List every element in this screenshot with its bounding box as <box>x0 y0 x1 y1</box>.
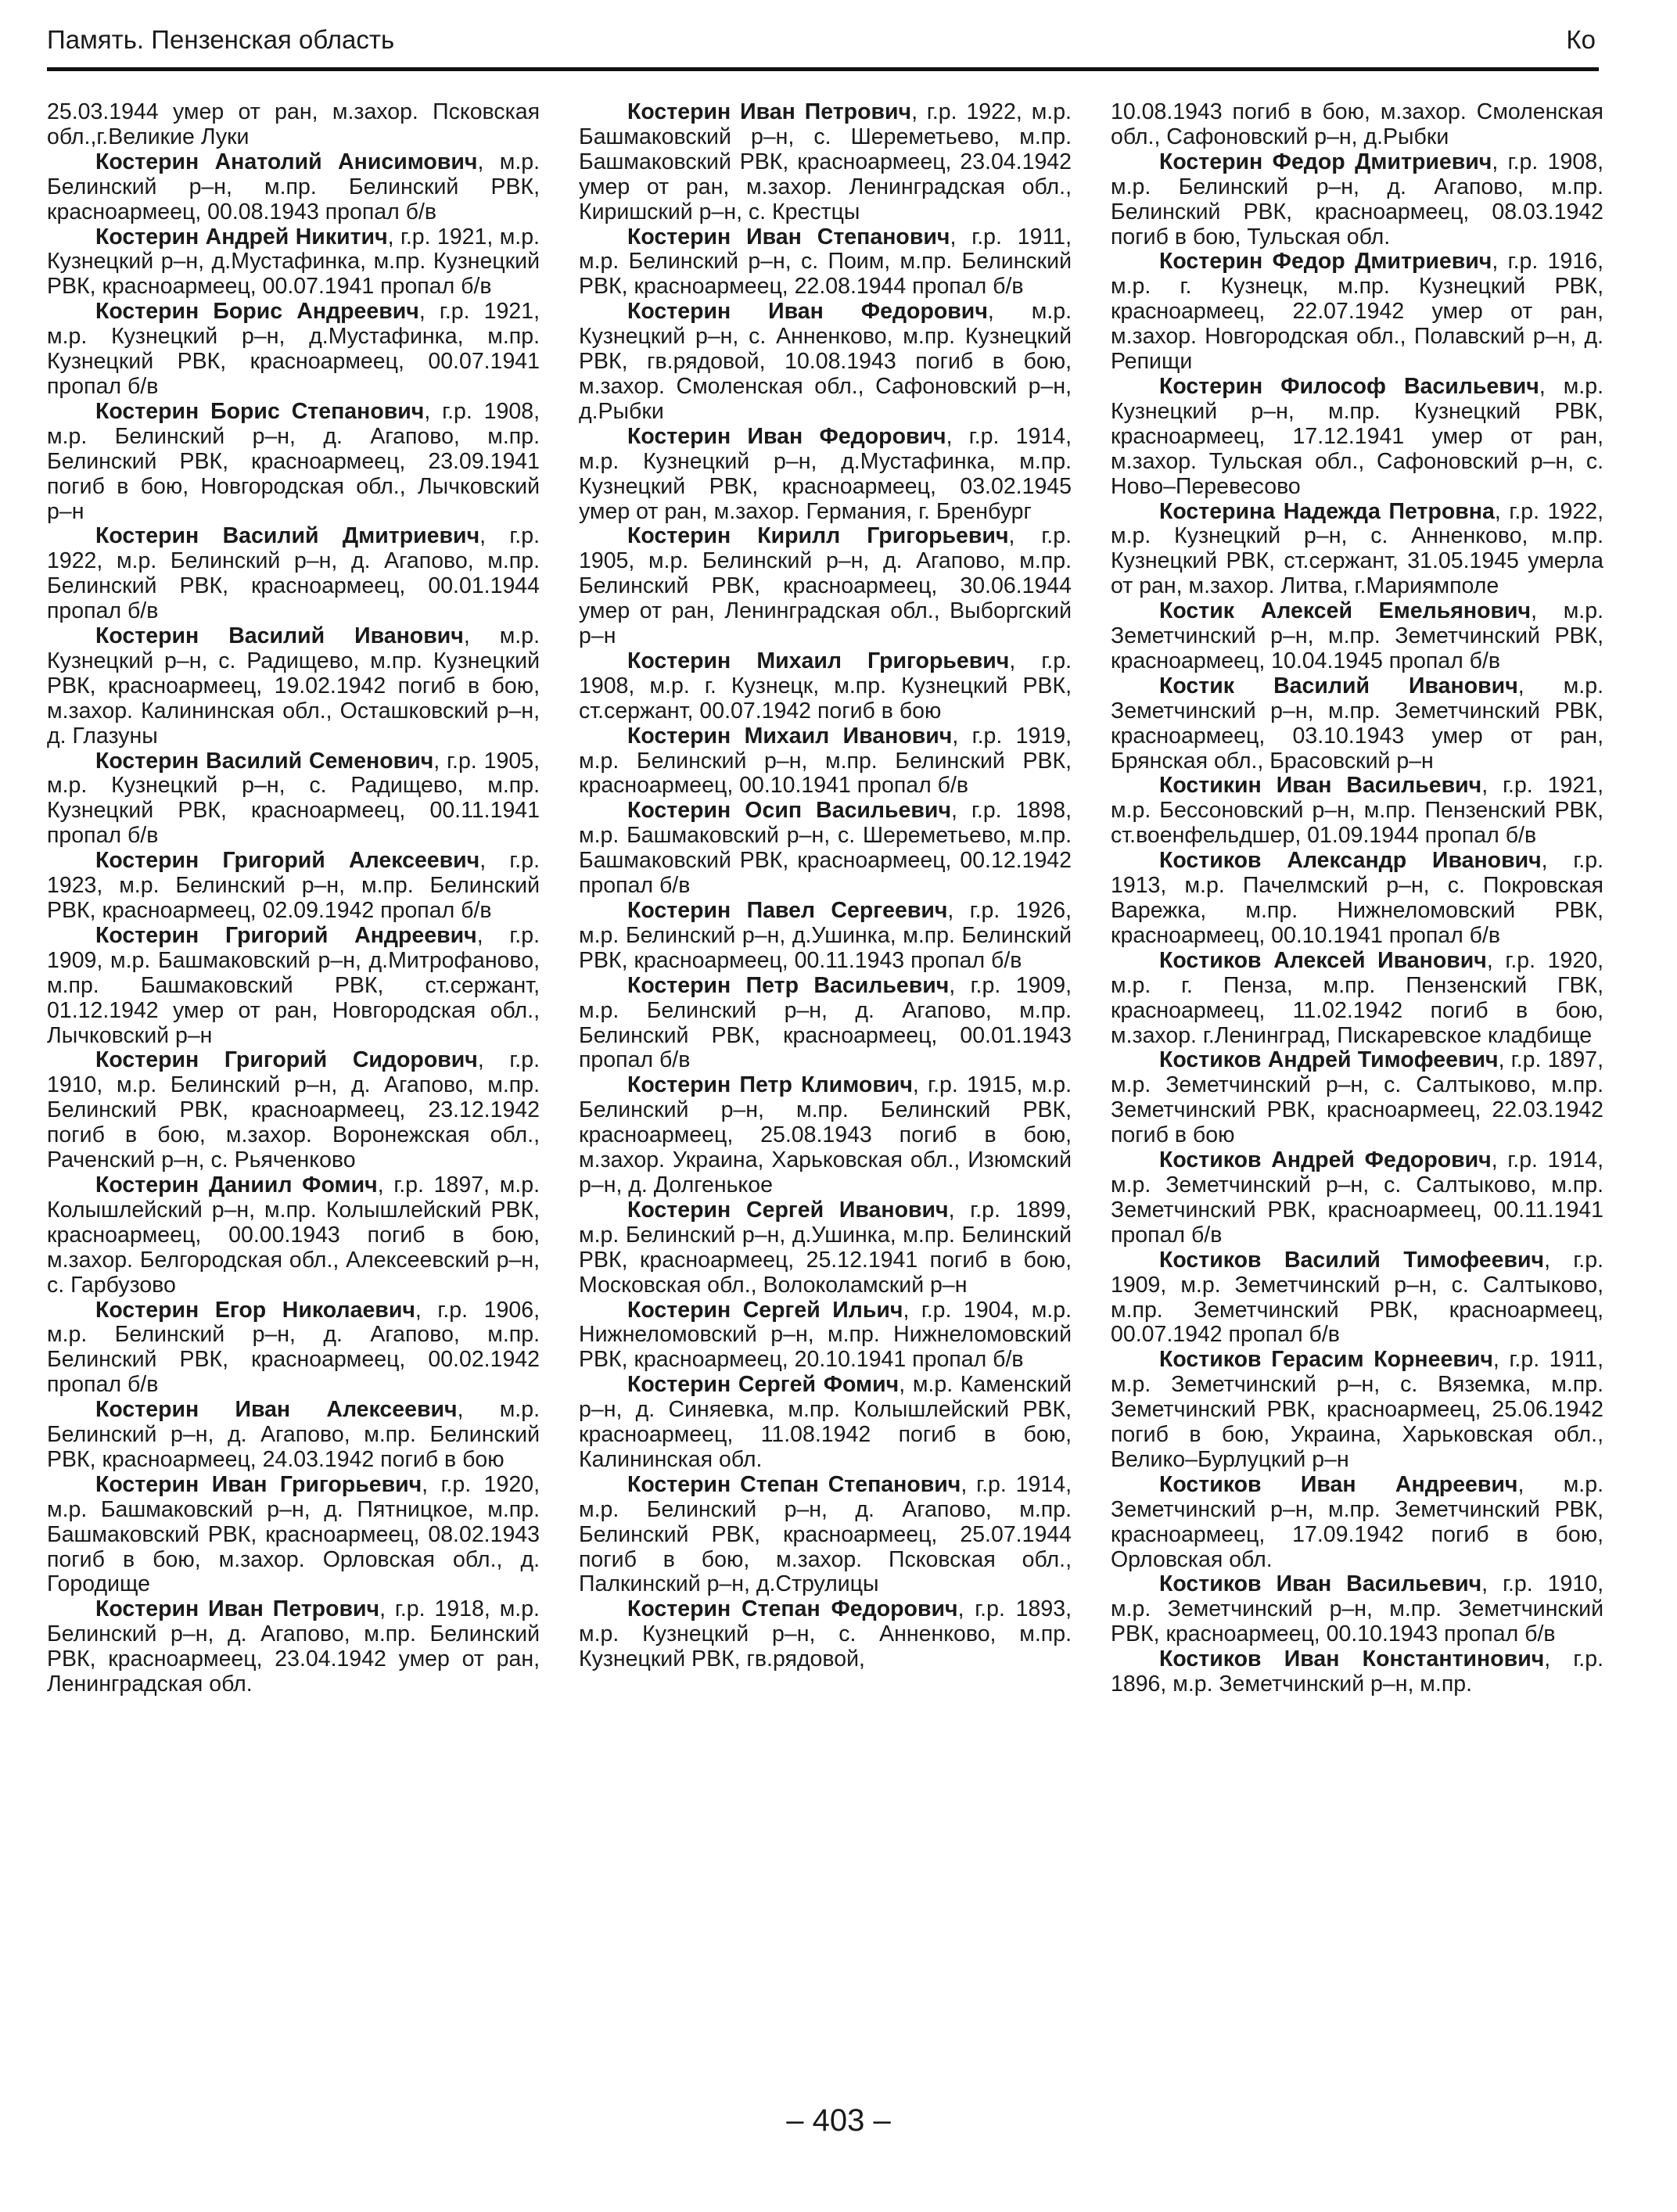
entry-name: Костерин Василий Дмитриевич <box>95 523 480 549</box>
entry-details: , г.р. 1909, м.р. Белинский р–н, д. Агапово, м.пр. Белинский РВК, красноармеец, 00.01.1943 пропал б/в <box>579 972 1072 1073</box>
entry-details: , г.р. 1911, м.р. Белинский р–н, с. Поим, м.пр. Белинский РВК, красноармеец, 22.08.1944 пропал б/в <box>579 224 1072 300</box>
entry <box>579 799 1072 899</box>
entry-details: , м.р. Земетчинский р–н, м.пр. Земетчинский РВК, красноармеец, 17.09.1942 погиб в бою, Орловская обл. <box>1111 1471 1603 1572</box>
entry <box>579 524 1072 649</box>
entry-details: , г.р. 1922, м.р. Башмаковский р–н, с. Шереметьево, м.пр. Башмаковский РВК, красноармеец, 23.04.1942 умер от ран, м.захор. Ленинградская обл., Киришский р–н, с. Крестцы <box>579 100 1072 224</box>
entry-details: , г.р. 1896, м.р. Земетчинский р–н, м.пр. <box>1111 1646 1603 1697</box>
entry-details: , г.р. 1915, м.р. Белинский р–н, м.пр. Белинский РВК, красноармеец, 25.08.1943 погиб в бою, м.захор. Украина, Харьковская обл., Изюмский р–н, д. Долгенькое <box>579 1072 1072 1198</box>
entry <box>579 1373 1072 1473</box>
entry-name: Костерин Степан Степанович <box>627 1471 961 1497</box>
entry <box>47 1048 540 1173</box>
entry-name: Костерин Философ Васильевич <box>1159 373 1539 399</box>
entry-details: , г.р. 1921, м.р. Бессоновский р–н, м.пр. Пензенский РВК, ст.военфельдшер, 01.09.1944 пропал б/в <box>1111 773 1603 849</box>
entry-details: , г.р. 1914, м.р. Белинский р–н, д. Агапово, м.пр. Белинский РВК, красноармеец, 25.07.1944 погиб в бою, м.захор. Псковская обл., Палкинский р–н, д.Струлицы <box>579 1471 1072 1597</box>
entry-name: Костерин Егор Николаевич <box>95 1297 415 1323</box>
entry <box>47 150 540 225</box>
entry <box>579 1073 1072 1198</box>
entry-details: , г.р. 1909, м.р. Земетчинский р–н, с. Салтыково, м.пр. Земетчинский РВК, красноармеец, 00.07.1942 пропал б/в <box>1111 1247 1603 1348</box>
entry-details: , г.р. 1897, м.р. Колышлейский р–н, м.пр. Колышлейский РВК, красноармеец, 00.00.1943 погиб в бою, м.захор. Белгородская обл., Алексеевский р–н, с. Гарбузово <box>47 1172 540 1298</box>
entry <box>1111 774 1603 849</box>
entry-details: , г.р. 1922, м.р. Белинский р–н, д. Агапово, м.пр. Белинский РВК, красноармеец, 00.01.1944 пропал б/в <box>47 523 540 624</box>
entry-details: , г.р. 1905, м.р. Белинский р–н, д. Агапово, м.пр. Белинский РВК, красноармеец, 30.06.1944 умер от ран, Ленинградская обл., Выборгский р–н <box>579 523 1072 649</box>
entry-continuation <box>47 100 540 150</box>
entry-name: Костерин Петр Васильевич <box>627 972 950 998</box>
entry <box>1111 500 1603 600</box>
book-title: Память. Пензенская область <box>47 25 395 54</box>
entry-name: Костиков Иван Васильевич <box>1159 1571 1482 1597</box>
entry <box>579 974 1072 1074</box>
entry-name: Костерин Михаил Григорьевич <box>627 648 1010 673</box>
entry-details: , г.р. 1918, м.р. Белинский р–н, д. Агапово, м.пр. Белинский РВК, красноармеец, 23.04.1942 умер от ран, Ленинградская обл. <box>47 1596 540 1697</box>
entry-name: Костерин Василий Иванович <box>95 623 464 649</box>
entry-name: Костерин Михаил Иванович <box>627 723 953 749</box>
entry-name: Костиков Иван Андреевич <box>1159 1471 1518 1497</box>
entry-name: Костерин Иван Григорьевич <box>95 1471 422 1497</box>
entry-details: , г.р. 1897, м.р. Земетчинский р–н, с. Салтыково, м.пр. Земетчинский РВК, красноармеец, 22.03.1942 погиб в бою <box>1111 1047 1603 1148</box>
entry-details: , г.р. 1916, м.р. г. Кузнецк, м.пр. Кузнецкий РВК, красноармеец, 22.07.1942 умер от ран, м.захор. Новгородская обл., Полавский р–н, д. Репищи <box>1111 249 1603 375</box>
entry-name: Костерин Степан Федорович <box>627 1596 958 1622</box>
entry-name: Костиков Андрей Тимофеевич <box>1159 1047 1499 1073</box>
entry-name: Костиков Александр Иванович <box>1159 848 1542 874</box>
entry-name: Костерин Иван Степанович <box>627 224 950 250</box>
column-1 <box>47 100 540 2063</box>
entry <box>579 1198 1072 1298</box>
entry-details: 10.08.1943 погиб в бою, м.захор. Смоленская обл., Сафоновский р–н, д.Рыбки <box>1111 100 1603 149</box>
entry-details: , м.р. Земетчинский р–н, м.пр. Земетчинский РВК, красноармеец, 03.10.1943 умер от ран, Брянская обл., Брасовский р–н <box>1111 673 1603 774</box>
entry-details: , м.р. Кузнецкий р–н, с. Анненково, м.пр. Кузнецкий РВК, гв.рядовой, 10.08.1943 погиб в бою, м.захор. Смоленская обл., Сафоновский р–н, д.Рыбки <box>579 299 1072 424</box>
entry-name: Костиков Иван Константинович <box>1159 1646 1545 1672</box>
entry <box>579 100 1072 225</box>
entry <box>1111 1348 1603 1473</box>
running-header <box>47 23 1596 56</box>
entry <box>47 1398 540 1473</box>
entry-name: Костик Василий Иванович <box>1159 673 1518 698</box>
entry <box>1111 250 1603 375</box>
entry-details: , г.р. 1904, м.р. Нижнеломовский р–н, м.пр. Нижнеломовский РВК, красноармеец, 20.10.1941 пропал б/в <box>579 1297 1072 1373</box>
entry <box>1111 849 1603 949</box>
entry-details: , г.р. 1911, м.р. Земетчинский р–н, с. Вяземка, м.пр. Земетчинский РВК, красноармеец, 25.06.1942 погиб в бою, Украина, Харьковская обл., Велико–Бурлуцкий р–н <box>1111 1347 1603 1472</box>
entry-details: , г.р. 1893, м.р. Кузнецкий р–н, с. Анненково, м.пр. Кузнецкий РВК, гв.рядовой, <box>579 1596 1072 1672</box>
entry-details: , г.р. 1910, м.р. Белинский р–н, д. Агапово, м.пр. Белинский РВК, красноармеец, 23.12.1942 погиб в бою, м.захор. Воронежская обл., Раченский р–н, с. Рьяченково <box>47 1047 540 1173</box>
entry-details: , г.р. 1906, м.р. Белинский р–н, д. Агапово, м.пр. Белинский РВК, красноармеец, 00.02.1942 пропал б/в <box>47 1297 540 1398</box>
entry-details: , м.р. Каменский р–н, д. Синяевка, м.пр. Колышлейский РВК, красноармеец, 11.08.1942 погиб в бою, Калининская обл. <box>579 1372 1072 1472</box>
entry <box>47 924 540 1049</box>
entry <box>47 849 540 924</box>
page-number: – 403 – <box>786 2103 891 2138</box>
entry-name: Костерин Иван Алексеевич <box>95 1397 458 1423</box>
entry-details: , г.р. 1910, м.р. Земетчинский р–н, м.пр. Земетчинский РВК, красноармеец, 00.10.1943 пропал б/в <box>1111 1571 1603 1647</box>
entry-continuation <box>1111 100 1603 150</box>
entry-name: Костерина Надежда Петровна <box>1159 498 1495 524</box>
entry <box>47 524 540 624</box>
entry-name: Костерин Иван Петрович <box>95 1596 380 1622</box>
entry-name: Костерин Петр Климович <box>627 1072 913 1098</box>
entry-details: , г.р. 1922, м.р. Кузнецкий р–н, с. Анненково, м.пр. Кузнецкий РВК, ст.сержант, 31.05.1945 умерла от ран, м.захор. Литва, г.Мариямполе <box>1111 498 1603 599</box>
entry <box>47 300 540 400</box>
columns <box>47 100 1603 2063</box>
entry <box>47 624 540 749</box>
entry <box>579 425 1072 525</box>
entry-name: Костерин Иван Федорович <box>627 423 946 449</box>
entry-details: , м.р. Кузнецкий р–н, м.пр. Кузнецкий РВК, красноармеец, 17.12.1941 умер от ран, м.захор. Тульская обл., Сафоновский р–н, с. Ново–Перевесово <box>1111 373 1603 499</box>
entry-name: Костерин Иван Федорович <box>627 299 988 325</box>
entry-name: Костерин Андрей Никитич <box>95 224 388 250</box>
entry-name: Костерин Федор Дмитриевич <box>1159 249 1492 275</box>
entry-details: , г.р. 1899, м.р. Белинский р–н, д.Ушинка, м.пр. Белинский РВК, красноармеец, 25.12.1941 погиб в бою, Московская обл., Волоколамский р–н <box>579 1197 1072 1298</box>
column-2 <box>579 100 1072 2063</box>
entry-details: , г.р. 1914, м.р. Кузнецкий р–н, д.Мустафинка, м.пр. Кузнецкий РВК, красноармеец, 03.02.1945 умер от ран, м.захор. Германия, г. Бренбург <box>579 423 1072 524</box>
entry-details: , м.р. Кузнецкий р–н, с. Радищево, м.пр. Кузнецкий РВК, красноармеец, 19.02.1942 погиб в бою, м.захор. Калининская обл., Осташковский р–н, д. Глазуны <box>47 623 540 749</box>
entry <box>579 225 1072 300</box>
entry-name: Костерин Григорий Алексеевич <box>95 848 480 874</box>
entry <box>579 724 1072 799</box>
header-rule <box>47 67 1599 71</box>
entry-name: Костерин Борис Степанович <box>95 398 425 424</box>
entry-name: Костерин Даниил Фомич <box>95 1172 378 1198</box>
entry-name: Костерин Григорий Андреевич <box>95 922 477 948</box>
entry-name: Костерин Кирилл Григорьевич <box>627 523 1009 549</box>
entry-name: Костерин Сергей Иванович <box>627 1197 949 1223</box>
entry <box>1111 949 1603 1049</box>
entry <box>579 300 1072 425</box>
entry <box>1111 1572 1603 1647</box>
entry <box>579 1298 1072 1374</box>
entry <box>47 1173 540 1298</box>
entry <box>1111 375 1603 500</box>
entry-name: Костиков Алексей Иванович <box>1159 947 1487 973</box>
entry <box>47 1298 540 1399</box>
entry-details: , г.р. 1909, м.р. Башмаковский р–н, д.Митрофаново, м.пр. Башмаковский РВК, ст.сержант, 01.12.1942 умер от ран, Новгородская обл., Лычковский р–н <box>47 922 540 1048</box>
entry-name: Костик Алексей Емельянович <box>1159 598 1532 624</box>
entry-details: , г.р. 1908, м.р. Белинский р–н, д. Агапово, м.пр. Белинский РВК, красноармеец, 23.09.1941 погиб в бою, Новгородская обл., Лычковский р–н <box>47 398 540 524</box>
entry <box>1111 1473 1603 1573</box>
entry <box>47 225 540 300</box>
entry-details: , м.р. Земетчинский р–н, м.пр. Земетчинский РВК, красноармеец, 10.04.1945 пропал б/в <box>1111 598 1603 673</box>
entry-name: Костерин Федор Дмитриевич <box>1159 149 1492 174</box>
entry-name: Костикин Иван Васильевич <box>1159 773 1482 799</box>
entry <box>1111 1048 1603 1148</box>
entry <box>1111 150 1603 250</box>
entry <box>1111 1647 1603 1697</box>
entry-details: 25.03.1944 умер от ран, м.захор. Псковская обл.,г.Великие Луки <box>47 100 540 149</box>
entry-name: Костиков Герасим Корнеевич <box>1159 1347 1493 1373</box>
entry-name: Костерин Иван Петрович <box>627 100 912 124</box>
entry-details: , г.р. 1908, м.р. г. Кузнецк, м.пр. Кузнецкий РВК, ст.сержант, 00.07.1942 погиб в бою <box>579 648 1072 724</box>
entry-name: Костерин Осип Васильевич <box>627 798 951 824</box>
entry-name: Костерин Анатолий Анисимович <box>95 149 478 174</box>
entry <box>47 749 540 849</box>
entry-details: , г.р. 1926, м.р. Белинский р–н, д.Ушинка, м.пр. Белинский РВК, красноармеец, 00.11.1943 пропал б/в <box>579 898 1072 973</box>
entry-name: Костиков Василий Тимофеевич <box>1159 1247 1545 1273</box>
entry-details: , г.р. 1923, м.р. Белинский р–н, м.пр. Белинский РВК, красноармеец, 02.09.1942 пропал б/в <box>47 848 540 923</box>
section-letters: Ко <box>1566 25 1596 54</box>
entry <box>579 649 1072 724</box>
entry-name: Костерин Павел Сергеевич <box>627 898 948 923</box>
entry <box>579 1597 1072 1672</box>
entry <box>1111 1248 1603 1348</box>
entry-details: , г.р. 1905, м.р. Кузнецкий р–н, с. Радищево, м.пр. Кузнецкий РВК, красноармеец, 00.11.1941 пропал б/в <box>47 748 540 849</box>
entry <box>47 1597 540 1697</box>
entry <box>579 1473 1072 1598</box>
entry <box>47 1473 540 1598</box>
entry-name: Костерин Сергей Фомич <box>627 1372 900 1398</box>
entry <box>1111 1148 1603 1248</box>
entry-details: , г.р. 1914, м.р. Земетчинский р–н, с. Салтыково, м.пр. Земетчинский РВК, красноармеец, 00.11.1941 пропал б/в <box>1111 1147 1603 1248</box>
column-3 <box>1111 100 1603 2063</box>
entry <box>47 400 540 525</box>
entry-name: Костерин Григорий Сидорович <box>95 1047 478 1073</box>
entry-details: , г.р. 1919, м.р. Белинский р–н, м.пр. Белинский РВК, красноармеец, 00.10.1941 пропал б/в <box>579 723 1072 799</box>
entry-name: Костиков Андрей Федорович <box>1159 1147 1492 1173</box>
entry <box>1111 599 1603 674</box>
entry-details: , г.р. 1920, м.р. г. Пенза, м.пр. Пензенский ГВК, красноармеец, 11.02.1942 погиб в бою, м.захор. г.Ленинград, Пискаревское кладбище <box>1111 947 1603 1048</box>
entry-name: Костерин Василий Семенович <box>95 748 434 774</box>
entry-name: Костерин Борис Андреевич <box>95 299 419 325</box>
entry-details: , г.р. 1921, м.р. Кузнецкий р–н, д.Мустафинка, м.пр. Кузнецкий РВК, красноармеец, 00.07.1941 пропал б/в <box>47 299 540 399</box>
entry-details: , г.р. 1908, м.р. Белинский р–н, д. Агапово, м.пр. Белинский РВК, красноармеец, 08.03.1942 погиб в бою, Тульская обл. <box>1111 149 1603 250</box>
entry-details: , г.р. 1898, м.р. Башмаковский р–н, с. Шереметьево, м.пр. Башмаковский РВК, красноармеец, 00.12.1942 пропал б/в <box>579 798 1072 899</box>
entry-details: , г.р. 1913, м.р. Пачелмский р–н, с. Покровская Варежка, м.пр. Нижнеломовский РВК, красноармеец, 00.10.1941 пропал б/в <box>1111 848 1603 948</box>
entry-details: , м.р. Белинский р–н, м.пр. Белинский РВК, красноармеец, 00.08.1943 пропал б/в <box>47 149 540 224</box>
entry <box>1111 674 1603 774</box>
entry-details: , м.р. Белинский р–н, д. Агапово, м.пр. Белинский РВК, красноармеец, 24.03.1942 погиб в бою <box>47 1397 540 1472</box>
entry-details: , г.р. 1921, м.р. Кузнецкий р–н, д.Мустафинка, м.пр. Кузнецкий РВК, красноармеец, 00.07.1941 пропал б/в <box>47 224 540 300</box>
entry <box>579 899 1072 974</box>
entry-name: Костерин Сергей Ильич <box>627 1297 903 1323</box>
entry-details: , г.р. 1920, м.р. Башмаковский р–н, д. Пятницкое, м.пр. Башмаковский РВК, красноармеец, 08.02.1943 погиб в бою, м.захор. Орловская обл., д. Городище <box>47 1471 540 1597</box>
